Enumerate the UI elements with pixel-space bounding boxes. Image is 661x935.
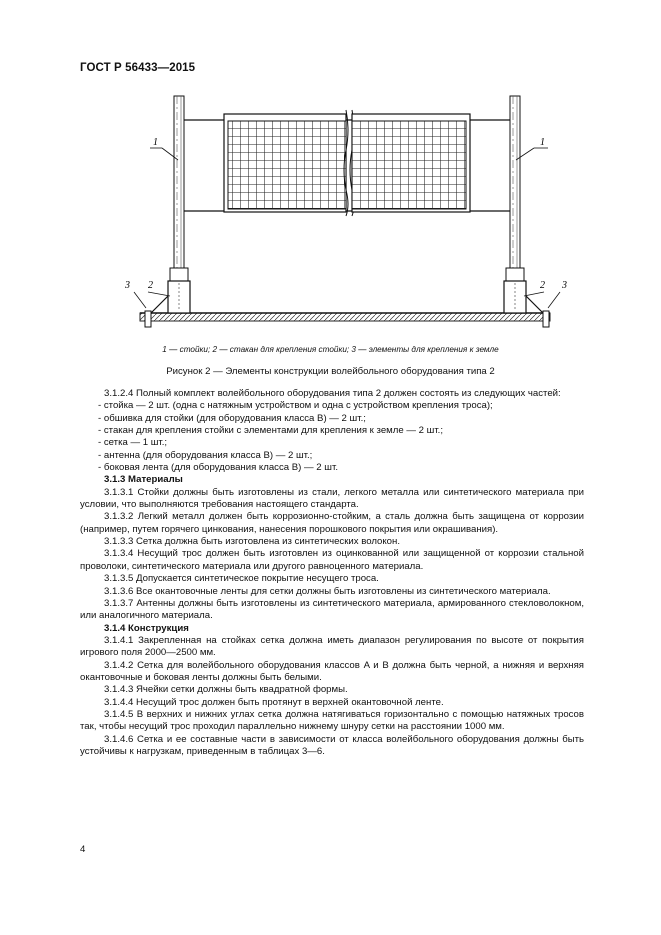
para-3-1-4-6: 3.1.4.6 Сетка и ее составные части в зависимости от класса волейбольного оборудования должны быть устойчивы к нагрузкам, приведенным в таблицах 3—6. (80, 733, 584, 757)
page-number: 4 (80, 844, 86, 855)
callout-cup-left (148, 280, 170, 296)
legend-text-1: — стойки; (166, 345, 213, 354)
ground-base (140, 313, 550, 321)
svg-text:3: 3 (125, 280, 130, 291)
list-item: - обшивка для стойки (для оборудования класса B) — 2 шт.; (98, 412, 366, 424)
legend-num-3: 3 (351, 345, 356, 354)
legend-num-1: 1 (162, 345, 167, 354)
callout-ground-left (124, 280, 146, 308)
callout-post-right (516, 137, 548, 160)
svg-text:1: 1 (540, 137, 545, 148)
callout-cup-right (524, 280, 545, 296)
para-3-1-2-4: 3.1.2.4 Полный комплект волейбольного оборудования типа 2 должен состоять из следующих частей: (104, 388, 561, 399)
para-3-1-3-4: 3.1.3.4 Несущий трос должен быть изготовлен из оцинкованной или защищенной от коррозии стальной проволоки, синтетического материала или другого равноценного материала. (80, 548, 584, 572)
para-3-1-3-1: 3.1.3.1 Стойки должны быть изготовлены из стали, легкого металла или синтетического материала при условии, что выполняются требования настоящего стандарта. (80, 486, 584, 511)
net-left (224, 114, 346, 212)
legend-num-2: 2 (212, 345, 218, 354)
right-cup (504, 268, 526, 313)
document-body (80, 388, 584, 758)
list-item: - боковая лента (для оборудования класса B) — 2 шт. (98, 462, 338, 474)
net-right (352, 114, 470, 212)
figure-legend (0, 345, 661, 354)
list-item: - сетка — 1 шт.; (98, 437, 168, 449)
svg-text:3: 3 (562, 280, 567, 291)
callout-ground-right (548, 280, 567, 308)
section-heading-materials: 3.1.3 Материалы (104, 474, 183, 486)
svg-text:2: 2 (148, 280, 153, 291)
para-3-1-3-2: 3.1.3.2 Легкий металл должен быть коррозионно-стойким, а сталь должна быть защищена от коррозии (например, путем горячего цинкования, нанесения порошкового покрытия или окрашивания). (80, 511, 584, 535)
svg-text:2: 2 (540, 280, 545, 291)
svg-text:1: 1 (153, 137, 158, 148)
right-ground-anchor (526, 296, 549, 327)
para-3-1-4-5: 3.1.4.5 В верхних и нижних углах сетка должна натягиваться горизонтально с помощью натяжных тросов так, чтобы несущий трос проходил параллельно нижнему шнуру сетки на расстоянии 1000 мм. (80, 708, 584, 733)
legend-text-3: — элементы для крепления к земле (355, 345, 499, 354)
left-post (174, 96, 184, 268)
figure-caption: Рисунок 2 — Элементы конструкции волейбольного оборудования типа 2 (166, 366, 495, 377)
para-3-1-3-3: 3.1.3.3 Сетка должна быть изготовлена из синтетических волокон. (104, 536, 400, 548)
para-3-1-3-6: 3.1.3.6 Все окантовочные ленты для сетки должны быть изготовлены из синтетического материала. (104, 585, 551, 597)
section-heading-construction: 3.1.4 Конструкция (104, 622, 189, 634)
left-cup (168, 268, 190, 313)
para-3-1-4-2: 3.1.4.2 Сетка для волейбольного оборудования классов A и B должна быть черной, а нижняя и верхняя окантовочные и боковая ленты должны быть белыми. (80, 659, 584, 683)
para-3-1-3-7: 3.1.3.7 Антенны должны быть изготовлены из синтетического материала, армированного стекловолокном, или аналогичного материала. (80, 597, 584, 622)
para-3-1-4-3: 3.1.4.3 Ячейки сетки должны быть квадратной формы. (104, 684, 348, 696)
list-item: - стойка — 2 шт. (одна с натяжным устройством и одна с устройством крепления троса); (98, 400, 493, 412)
list-item: - антенна (для оборудования класса B) — 2 шт.; (98, 449, 313, 461)
volleyball-equipment-figure (0, 0, 661, 345)
list-item: - стакан для крепления стойки с элементами для крепления к земле — 2 шт.; (98, 425, 443, 437)
left-ground-anchor (145, 296, 168, 327)
legend-text-2: — стакан для крепления стойки; (217, 345, 352, 354)
right-post (510, 96, 520, 268)
document-header: ГОСТ Р 56433—2015 (80, 62, 196, 74)
para-3-1-4-4: 3.1.4.4 Несущий трос должен быть протянут в верхней окантовочной ленте. (104, 696, 444, 708)
para-3-1-3-5: 3.1.3.5 Допускается синтетическое покрытие несущего троса. (104, 573, 379, 585)
para-3-1-4-1: 3.1.4.1 Закрепленная на стойках сетка должна иметь диапазон регулирования по высоте от покрытия игрового поля 2000—2500 мм. (80, 634, 584, 659)
